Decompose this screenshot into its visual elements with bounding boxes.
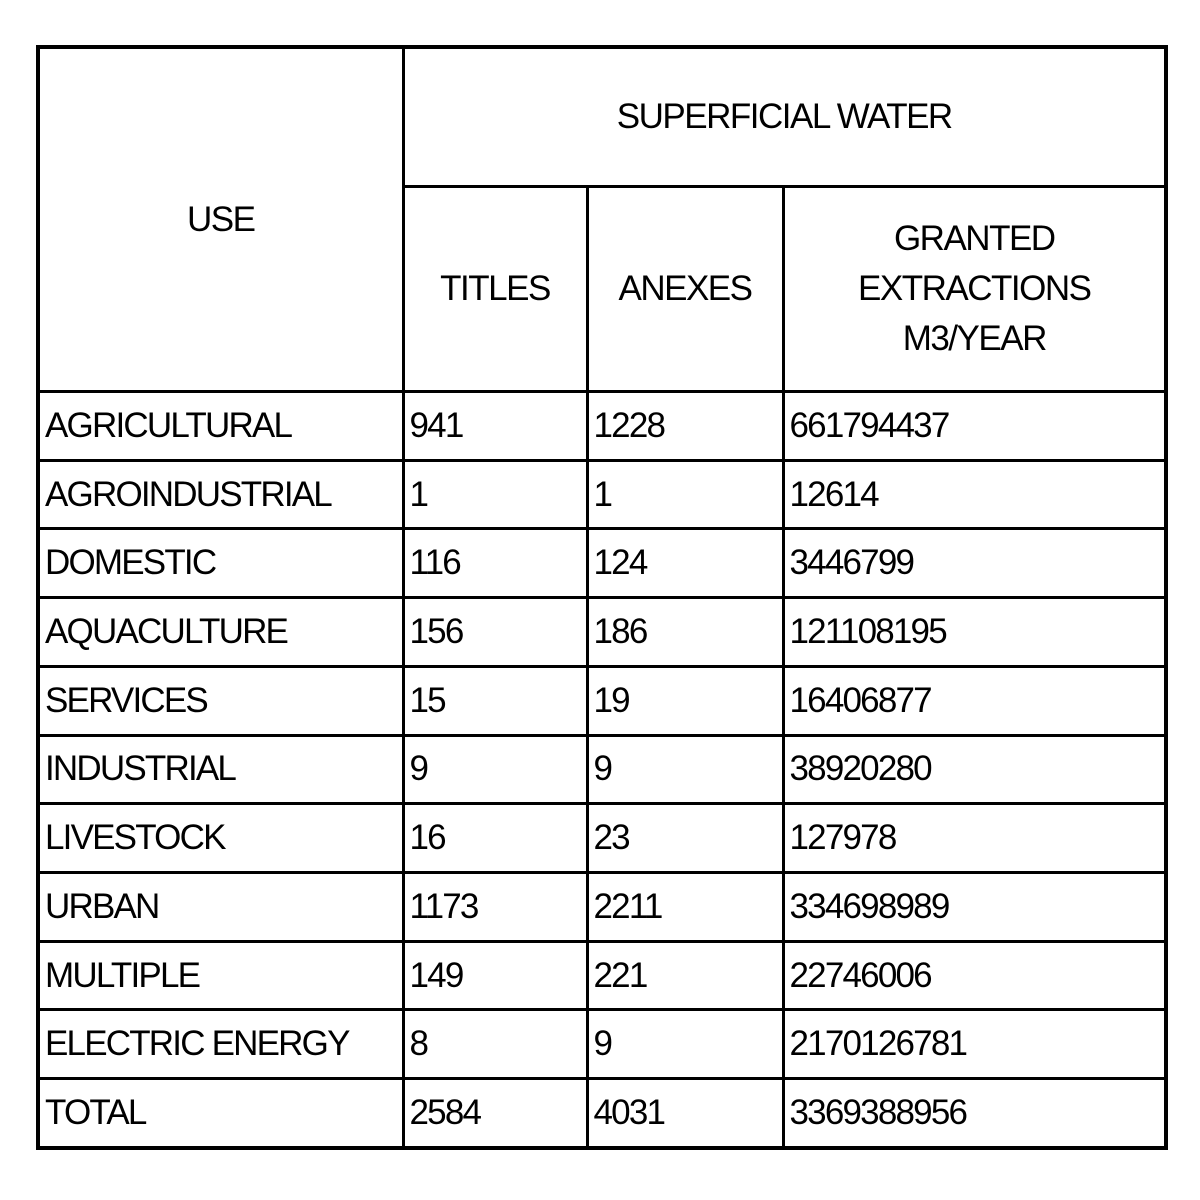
cell-anexes: 221	[587, 941, 783, 1010]
cell-use: LIVESTOCK	[38, 804, 403, 873]
cell-titles: 16	[403, 804, 587, 873]
cell-granted-extractions: 334698989	[783, 873, 1166, 942]
cell-use: URBAN	[38, 873, 403, 942]
cell-titles: 156	[403, 598, 587, 667]
table-row	[38, 941, 1166, 1010]
cell-anexes: 23	[587, 804, 783, 873]
cell-anexes: 124	[587, 529, 783, 598]
cell-titles: 116	[403, 529, 587, 598]
cell-granted-extractions: 661794437	[783, 392, 1166, 461]
cell-granted-extractions: 16406877	[783, 666, 1166, 735]
cell-anexes: 19	[587, 666, 783, 735]
cell-use: INDUSTRIAL	[38, 735, 403, 804]
header-use: USE	[38, 47, 403, 392]
cell-anexes: 9	[587, 1010, 783, 1079]
cell-use: AGROINDUSTRIAL	[38, 460, 403, 529]
table-row	[38, 598, 1166, 667]
cell-titles: 941	[403, 392, 587, 461]
header-anexes: ANEXES	[587, 187, 783, 392]
cell-granted-extractions: 38920280	[783, 735, 1166, 804]
cell-titles: 9	[403, 735, 587, 804]
cell-granted-extractions: 121108195	[783, 598, 1166, 667]
header-superficial-water: SUPERFICIAL WATER	[403, 47, 1166, 187]
table-row	[38, 460, 1166, 529]
header-granted-extractions	[783, 187, 1166, 392]
cell-granted-extractions: 127978	[783, 804, 1166, 873]
cell-anexes: 186	[587, 598, 783, 667]
table-row	[38, 804, 1166, 873]
cell-titles: 8	[403, 1010, 587, 1079]
header-granted-line3: M3/YEAR	[902, 319, 1046, 358]
cell-use: AQUACULTURE	[38, 598, 403, 667]
cell-titles: 2584	[403, 1079, 587, 1148]
table-row	[38, 529, 1166, 598]
cell-titles: 1173	[403, 873, 587, 942]
cell-anexes: 1	[587, 460, 783, 529]
cell-titles: 149	[403, 941, 587, 1010]
superficial-water-table	[36, 45, 1168, 1150]
cell-granted-extractions: 12614	[783, 460, 1166, 529]
cell-granted-extractions: 3446799	[783, 529, 1166, 598]
cell-anexes: 2211	[587, 873, 783, 942]
cell-use: DOMESTIC	[38, 529, 403, 598]
cell-granted-extractions: 2170126781	[783, 1010, 1166, 1079]
header-granted-line1: GRANTED	[893, 219, 1055, 258]
table-row	[38, 1010, 1166, 1079]
header-granted-line2: EXTRACTIONS	[858, 269, 1091, 308]
table-row	[38, 1079, 1166, 1148]
cell-titles: 15	[403, 666, 587, 735]
cell-use: ELECTRIC ENERGY	[38, 1010, 403, 1079]
header-row-group	[38, 47, 1166, 187]
table-row	[38, 666, 1166, 735]
cell-anexes: 9	[587, 735, 783, 804]
cell-anexes: 4031	[587, 1079, 783, 1148]
cell-granted-extractions: 3369388956	[783, 1079, 1166, 1148]
cell-titles: 1	[403, 460, 587, 529]
table-body	[38, 392, 1166, 1149]
table-row	[38, 735, 1166, 804]
table-row	[38, 392, 1166, 461]
cell-granted-extractions: 22746006	[783, 941, 1166, 1010]
cell-anexes: 1228	[587, 392, 783, 461]
cell-use: TOTAL	[38, 1079, 403, 1148]
header-titles: TITLES	[403, 187, 587, 392]
cell-use: SERVICES	[38, 666, 403, 735]
table-row	[38, 873, 1166, 942]
cell-use: AGRICULTURAL	[38, 392, 403, 461]
cell-use: MULTIPLE	[38, 941, 403, 1010]
